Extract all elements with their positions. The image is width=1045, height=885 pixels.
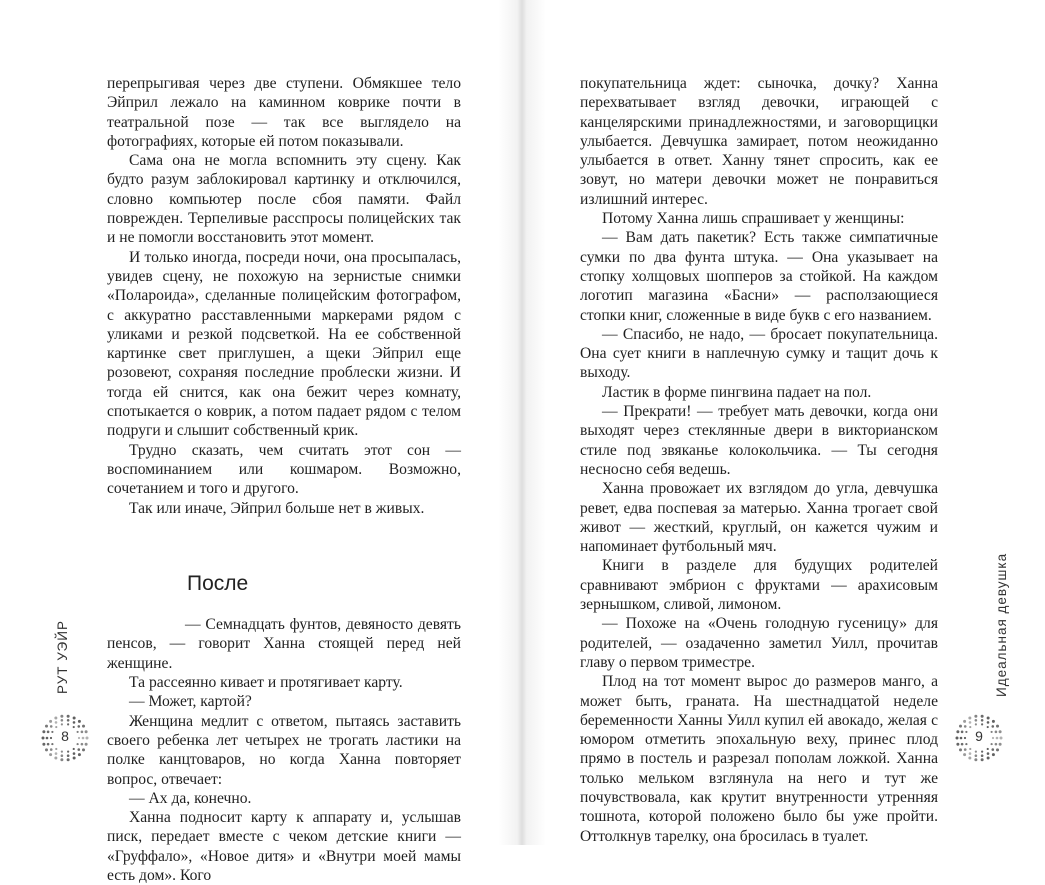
page-number-badge: [40, 713, 90, 763]
paragraph: — Ах да, конечно.: [129, 789, 252, 807]
paragraph: Женщина медлит с ответом, пытаясь заставить своего ребенка лет четырех не трогать ластики на полке канцтоваров, но когда Ханна повторяет вопрос, отвечает:: [107, 712, 461, 788]
right-text-column: [580, 74, 938, 846]
page-number: 8: [61, 728, 69, 744]
paragraph: И только иногда, посреди ночи, она просыпалась, увидев сцену, не похожую на зернистые снимки «Полароида», сделанные полицейским фотографом, с аккуратно расставленными маркерами рядом с уликами и резкой подсветкой. На ее собственной картинке свет приглушен, а щеки Эйприл еще розовеют, сохраняя последние проблески жизни. И тогда ей снится, как она бежит через комнату, спотыкается о коврик, а потом падает рядом с телом подруги и слышит собственный крик.: [107, 248, 461, 440]
book-gutter-shadow: [498, 0, 546, 845]
paragraph: — Вам дать пакетик? Есть также симпатичные сумки по два фунта штука. — Она указывает на стопку холщовых шопперов за стойкой. На каждом логотип магазина «Басни» — расползающиеся стопки книг, сложенные в виде букв с его названием.: [580, 229, 938, 324]
running-head-title: Идеальная девушка: [994, 552, 1009, 697]
paragraph: Ханна провожает их взглядом до угла, девчушка ревет, едва поспевая за матерью. Ханна трогает свой живот — жесткий, круглый, он кажется чужим и напоминает футбольный мяч.: [580, 480, 938, 556]
running-head-author: РУТ УЭЙР: [55, 620, 70, 694]
paragraph: Сама она не могла вспомнить эту сцену. Как будто разум заблокировал картинку и отключился, словно компьютер после сбоя памяти. Файл поврежден. Терпеливые расспросы полицейских так и не помогли восстановить этот момент.: [107, 152, 461, 247]
paragraph: Трудно сказать, чем считать этот сон — воспоминанием или кошмаром. Возможно, сочетанием и того и другого.: [107, 441, 461, 498]
paragraph: — Может, картой?: [129, 693, 252, 711]
paragraph: — Спасибо, не надо, — бросает покупательница. Она сует книги в наплечную сумку и тащит дочь к выходу.: [580, 325, 938, 382]
chapter-title: После: [187, 571, 249, 595]
paragraph: Та рассеянно кивает и протягивает карту.: [129, 674, 403, 692]
paragraph: — Похоже на «Очень голодную гусеницу» для родителей, — озадаченно заметил Уилл, прочитав главу о первом триместре.: [580, 615, 938, 671]
paragraph: Так или иначе, Эйприл больше нет в живых.: [129, 499, 425, 517]
left-text-column: [107, 74, 461, 885]
page-number: 9: [975, 728, 983, 744]
paragraph: Ластик в форме пингвина падает на пол.: [602, 383, 872, 401]
paragraph: — Прекрати! — требует мать девочки, когда они выходят через стеклянные двери в викторианском стиле под звяканье колокольчика. — Ты сегодня несносно себя ведешь.: [580, 403, 938, 478]
right-page: [521, 0, 1045, 845]
paragraph: — Семнадцать фунтов, девяносто девять пенсов, — говорит Ханна стоящей перед ней женщине.: [107, 616, 461, 672]
paragraph: Потому Ханна лишь спрашивает у женщины:: [602, 210, 905, 228]
paragraph: Ханна подносит карту к аппарату и, услышав писк, передает вместе с чеком детские книги — «Груффало», «Новое дитя» и «Внутри моей мамы есть дом». Кого: [107, 809, 461, 884]
left-page: [0, 0, 521, 884]
page-number-badge: [954, 713, 1004, 763]
paragraph: перепрыгивая через две ступени. Обмякшее тело Эйприл лежало на каминном коврике почти в театральной позе — так все выглядело на фотографиях, которые ей потом показывали.: [107, 75, 461, 150]
paragraph: Книги в разделе для будущих родителей сравнивают эмбрион с фруктами — арахисовым зернышком, сливой, лимоном.: [580, 557, 938, 614]
paragraph: Плод на тот момент вырос до размеров манго, а может быть, граната. На шестнадцатой неделе беременности Ханны Уилл купил ей авокадо, желая с юмором отметить эпохальную веху, принес плод прямо в постель и разрезал пополам ложкой. Ханна только мельком взглянула на него и тут же почувствовала, как крутит внутренности утренняя тошнота, которой положено было бы уже пройти. Оттолкнув тарелку, она бросилась в туалет.: [580, 673, 938, 845]
paragraph: покупательница ждет: сыночка, дочку? Ханна перехватывает взгляд девочки, играющей с канцелярскими принадлежностями, и заговорщицки улыбается. Девчушка замирает, потом неожиданно улыбается в ответ. Ханну тянет спросить, как ее зовут, но матери девочки может не понравиться излишний интерес.: [580, 75, 938, 208]
